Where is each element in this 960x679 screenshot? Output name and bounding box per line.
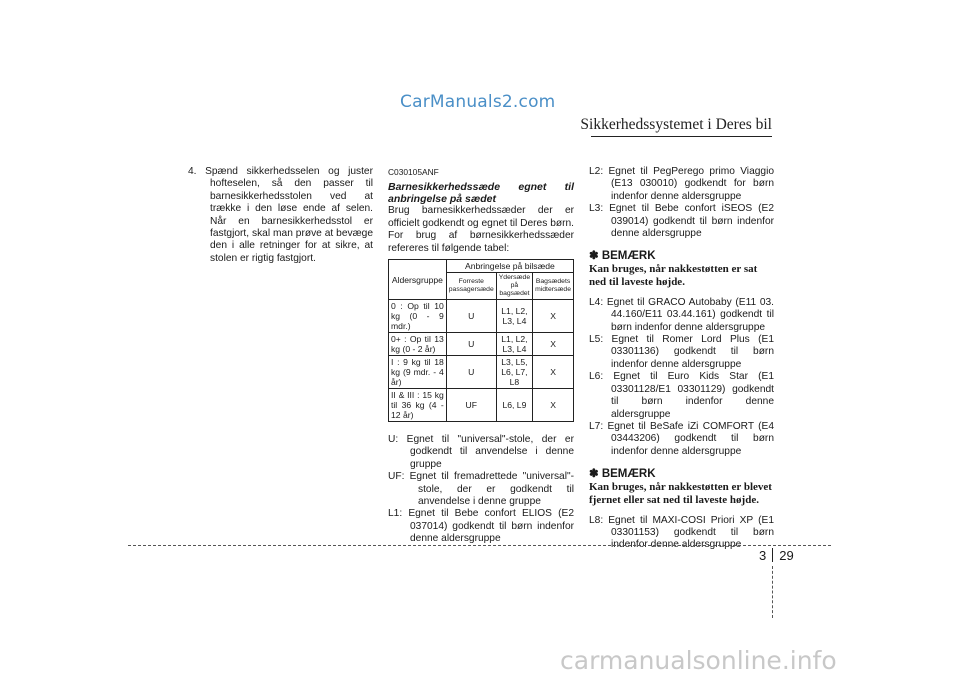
- table-header-outer: Ydersæde på bagsædet: [496, 273, 532, 300]
- table-cell-group: 0+ : Op til 13 kg (0 - 2 år): [389, 333, 447, 356]
- legend-l4: L4: Egnet til GRACO Autobaby (E11 03. 44.160/E11 03.44.161) godkendt til børn indenfor denne aldersgruppe: [589, 296, 774, 333]
- column-left: [188, 166, 373, 265]
- footer-rule: [128, 545, 831, 546]
- table-cell-middle: X: [533, 300, 574, 333]
- table-cell-front: U: [446, 356, 496, 389]
- legend-l6: L6: Egnet til Euro Kids Star (E1 03301128/E1 03301129) godkendt til børn indenfor denne aldersgruppe: [589, 371, 774, 420]
- table-cell-front: U: [446, 300, 496, 333]
- table-cell-outer: L1, L2, L3, L4: [496, 333, 532, 356]
- note-2-body: Kan bruges, når nakkestøtten er blevet fjernet eller sat ned til laveste højde.: [589, 480, 772, 506]
- column-middle: [388, 166, 574, 546]
- table-row: [389, 333, 574, 356]
- table-cell-group: II & III : 15 kg til 36 kg (4 - 12 år): [389, 389, 447, 422]
- column-right: [589, 166, 774, 552]
- table-cell-group: I : 9 kg til 18 kg (9 mdr. - 4 år): [389, 356, 447, 389]
- table-cell-middle: X: [533, 333, 574, 356]
- table-header-front: Forreste passagersæde: [446, 273, 496, 300]
- table-cell-outer: L1, L2, L3, L4: [496, 300, 532, 333]
- table-cell-outer: L6, L9: [496, 389, 532, 422]
- table-header-middle: Bagsædets midtersæde: [533, 273, 574, 300]
- legend-l5: L5: Egnet til Romer Lord Plus (E1 03301136) godkendt til børn indenfor denne aldersgruppe: [589, 334, 774, 370]
- page-header-title: Sikkerhedssystemet i Deres bil: [580, 116, 772, 133]
- page-number-value: 29: [779, 548, 794, 563]
- section-title: Barnesikkerhedssæde egnet til anbringelse på sædet: [388, 181, 574, 206]
- legend-l2: L2: Egnet til PegPerego primo Viaggio (E13 030010) godkendt for børn indenfor denne aldersgruppe: [589, 166, 774, 202]
- legend-l3: L3: Egnet til Bebe confort iSEOS (E2 039014) godkendt til børn indenfor denne aldersgruppe: [589, 203, 774, 240]
- legend-uf: UF: Egnet til fremadrettede "universal"-stole, der er godkendt til anvendelse i denne gruppe: [388, 471, 574, 508]
- table-header-placement: Anbringelse på bilsæde: [446, 260, 573, 273]
- table-row: [389, 389, 574, 422]
- child-seat-table: [388, 259, 574, 422]
- chapter-number: 3: [759, 548, 767, 563]
- note-1-body: Kan bruges, når nakkestøtten er sat ned til laveste højde.: [589, 262, 758, 288]
- page-number: [759, 548, 794, 563]
- watermark-logo-bottom[interactable]: carmanualsonline.info: [560, 646, 837, 675]
- legend-l1: L1: Egnet til Bebe confort ELIOS (E2 037014) godkendt til børn indenfor denne aldersgruppe: [388, 508, 574, 545]
- watermark-logo-top[interactable]: CarManuals2.com: [400, 92, 556, 112]
- step-4-text: 4. Spænd sikkerhedsselen og juster hofteselen, så den passer til barnesikkerhedsstolen ved at trække i den løse ende af selen. Når en barnesikkerhedsstol er fastgjort, skal man prøve at bevæge den i alle retninger for at sikre, at stolen er rigtig fastgjort.: [188, 166, 373, 264]
- table-header-group: Aldersgruppe: [389, 260, 447, 300]
- legend-u: U: Egnet til "universal"-stole, der er godkendt til anvendelse i denne gruppe: [388, 434, 574, 470]
- legend-l7: L7: Egnet til BeSafe iZi COMFORT (E4 03443206) godkendt til børn indenfor denne aldersgruppe: [589, 420, 774, 457]
- table-cell-front: U: [446, 333, 496, 356]
- page-number-separator: [772, 548, 773, 562]
- note-1-title: ✽ BEMÆRK: [589, 250, 656, 263]
- table-cell-front: UF: [446, 389, 496, 422]
- table-cell-middle: X: [533, 389, 574, 422]
- table-cell-outer: L3, L5, L6, L7, L8: [496, 356, 532, 389]
- legend-l8: L8: Egnet til MAXI-COSI Priori XP (E1 03301153) godkendt til børn indenfor denne aldersgruppe: [589, 514, 774, 551]
- table-row: [389, 356, 574, 389]
- table-row: [389, 300, 574, 333]
- note-2-title: ✽ BEMÆRK: [589, 468, 656, 481]
- section-code: C030105ANF: [388, 167, 439, 177]
- footer-vertical-rule: [772, 566, 773, 618]
- table-cell-middle: X: [533, 356, 574, 389]
- section-intro: Brug barnesikkerhedssæder der er officielt godkendt og egnet til Deres børn. For brug af børnesikkerhedssæder refereres til følgende tabel:: [388, 205, 574, 254]
- table-cell-group: 0 : Op til 10 kg (0 - 9 mdr.): [389, 300, 447, 333]
- header-rule: [591, 136, 772, 137]
